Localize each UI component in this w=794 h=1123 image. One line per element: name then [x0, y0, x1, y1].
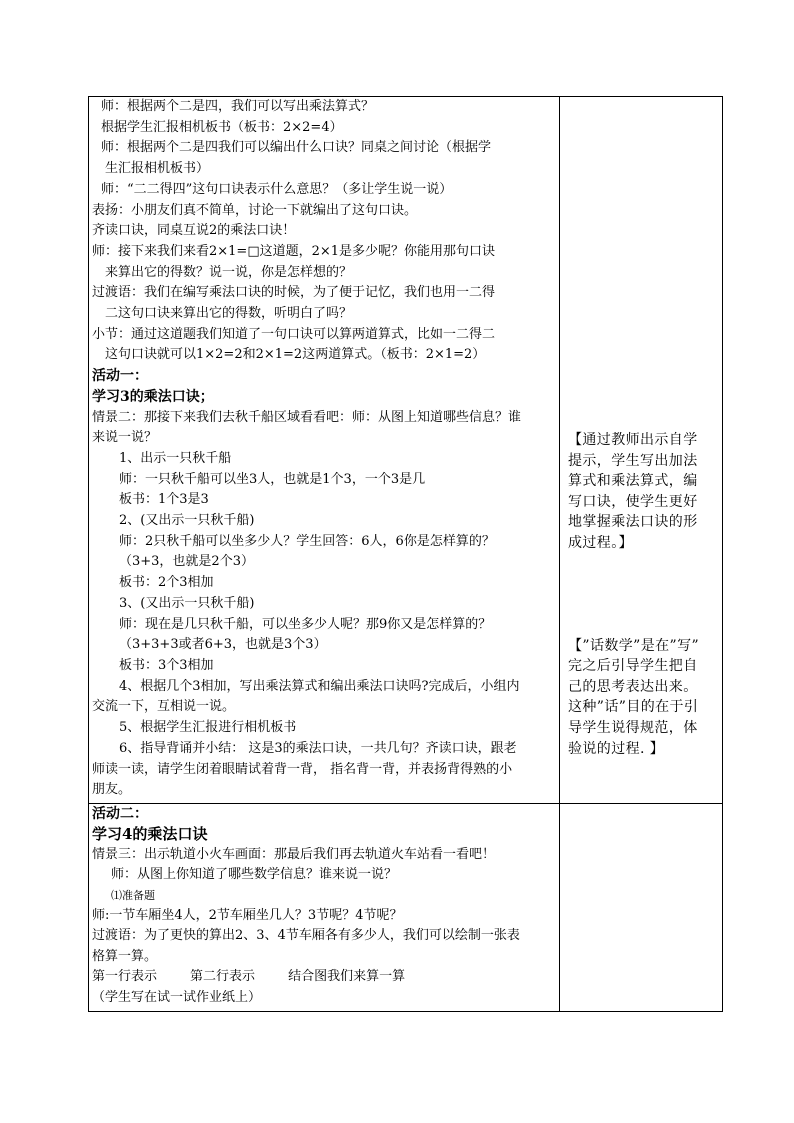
note-line: 导学生说得规范，体	[568, 719, 698, 736]
text-line: 师：接下来我们来看2×1=□这道题，2×1是多少呢？你能用那句口诀	[92, 243, 496, 259]
text-line: 6、指导背诵并小结： 这是3的乘法口诀，一共几句？齐读口诀，跟老	[119, 740, 517, 756]
text-line: 二这句口诀来算出它的得数，听明白了吗？	[105, 306, 353, 322]
text-line: 交流一下，互相说一说。	[92, 699, 236, 715]
text-line: 师：现在是几只秋千船，可以坐多少人呢？那9你又是怎样算的？	[119, 616, 492, 632]
text-line: 过渡语：为了更快的算出2、3、4节车厢各有多少人，我们可以绘制一张表	[92, 928, 520, 944]
text-line: （学生写在试一试作业纸上）	[92, 989, 262, 1005]
text-line: 第一行表示 第二行表示 结合图我们来算一算	[92, 969, 406, 985]
text-line: 情景三：出示轨道小火车画面：那最后我们再去轨道火车站看一看吧！	[92, 846, 496, 862]
text-line: 板书：1个3是3	[119, 492, 209, 508]
note-line: 算式和乘法算式，编	[568, 473, 698, 490]
text-line: 师：一只秋千船可以坐3人，也就是1个3，一个3是几	[119, 471, 426, 487]
text-line: 来说一说？	[92, 430, 158, 446]
teaching-process-cell	[89, 804, 560, 1012]
text-line: 师:一节车厢坐4人，2节车厢坐几人？3节呢？4节呢？	[92, 908, 403, 924]
text-line: ⑴准备题	[111, 888, 155, 902]
text-line: 这句口诀就可以1×2=2和2×1=2这两道算式。（板书：2×1=2）	[105, 347, 486, 363]
text-line: 格算一算。	[92, 948, 158, 964]
section-subheading: 学习3的乘法口诀；	[92, 388, 214, 405]
text-line: 1、出示一只秋千船	[119, 450, 232, 466]
text-line: 师：根据两个二是四我们可以编出什么口诀？同桌之间讨论（根据学	[101, 140, 492, 156]
note-line: 己的思考表达出来。	[568, 678, 698, 695]
text-line: 5、根据学生汇报进行相机板书	[119, 720, 297, 736]
text-line: 过渡语：我们在编写乘法口诀的时候，为了便于记忆，我们也用一二得	[92, 285, 496, 301]
note-line: 验说的过程. 】	[568, 740, 665, 757]
text-line: 情景二：那接下来我们去秋千船区域看看吧：师：从图上知道哪些信息？谁	[92, 409, 522, 425]
note-line: 写口诀，使学生更好	[568, 493, 698, 510]
note-line: 这种”话”目的在于引	[568, 699, 699, 716]
design-note-2	[560, 636, 722, 760]
teaching-process-cell	[89, 97, 560, 804]
text-line: 师：2只秋千船可以坐多少人？学生回答：6人，6你是怎样算的？	[119, 533, 495, 549]
text-line: 师读一读，请学生闭着眼睛试着背一背， 指名背一背，并表扬背得熟的小	[92, 761, 513, 777]
text-line: 小节：通过这道题我们知道了一句口诀可以算两道算式，比如一二得二	[92, 326, 496, 342]
text-line: 3、(又出示一只秋千船)	[119, 595, 255, 611]
note-line: 地掌握乘法口诀的形	[568, 514, 698, 531]
text-line: 朋友。	[92, 782, 132, 798]
design-intent-cell	[560, 97, 723, 804]
text-line: 生汇报相机板书）	[105, 161, 210, 177]
section-subheading: 学习4的乘法口诀	[92, 825, 208, 844]
text-line: 表扬：小朋友们真不简单，讨论一下就编出了这句口诀。	[92, 202, 418, 218]
table-row	[89, 804, 723, 1012]
text-line: 2、(又出示一只秋千船)	[119, 513, 255, 529]
lesson-plan-table	[88, 96, 723, 1012]
design-intent-cell	[560, 804, 723, 1012]
section-heading: 活动二：	[92, 806, 148, 822]
text-line: 齐读口诀，同桌互说2的乘法口诀！	[92, 223, 296, 239]
text-line: 板书：2个3相加	[119, 575, 214, 591]
text-line: 根据学生汇报相机板书（板书：2×2=4）	[101, 119, 343, 135]
text-line: （3+3，也就是2个3）	[119, 554, 254, 570]
note-line: 提示，学生写出加法	[568, 452, 698, 469]
text-line: 师：“二二得四”这句口诀表示什么意思？（多让学生说一说）	[101, 181, 453, 197]
text-line: 来算出它的得数？说一说，你是怎样想的？	[105, 264, 353, 280]
text-line: 师：从图上你知道了哪些数学信息？谁来说一说？	[111, 867, 398, 883]
note-line: 成过程。】	[568, 534, 633, 551]
note-line: 完之后引导学生把自	[568, 658, 698, 675]
text-line: 师：根据两个二是四，我们可以写出乘法算式？	[101, 99, 375, 114]
table-row	[89, 97, 723, 804]
note-line: 【”话数学”是在”写”	[568, 637, 700, 654]
text-line: 板书：3个3相加	[119, 657, 214, 673]
design-note-1	[560, 430, 722, 554]
note-line: 【通过教师出示自学	[568, 432, 698, 448]
section-heading: 活动一：	[92, 368, 148, 385]
text-line: 4、根据几个3相加，写出乘法算式和编出乘法口诀吗?完成后，小组内	[119, 678, 520, 694]
text-line: （3+3+3或者6+3，也就是3个3）	[119, 637, 327, 653]
